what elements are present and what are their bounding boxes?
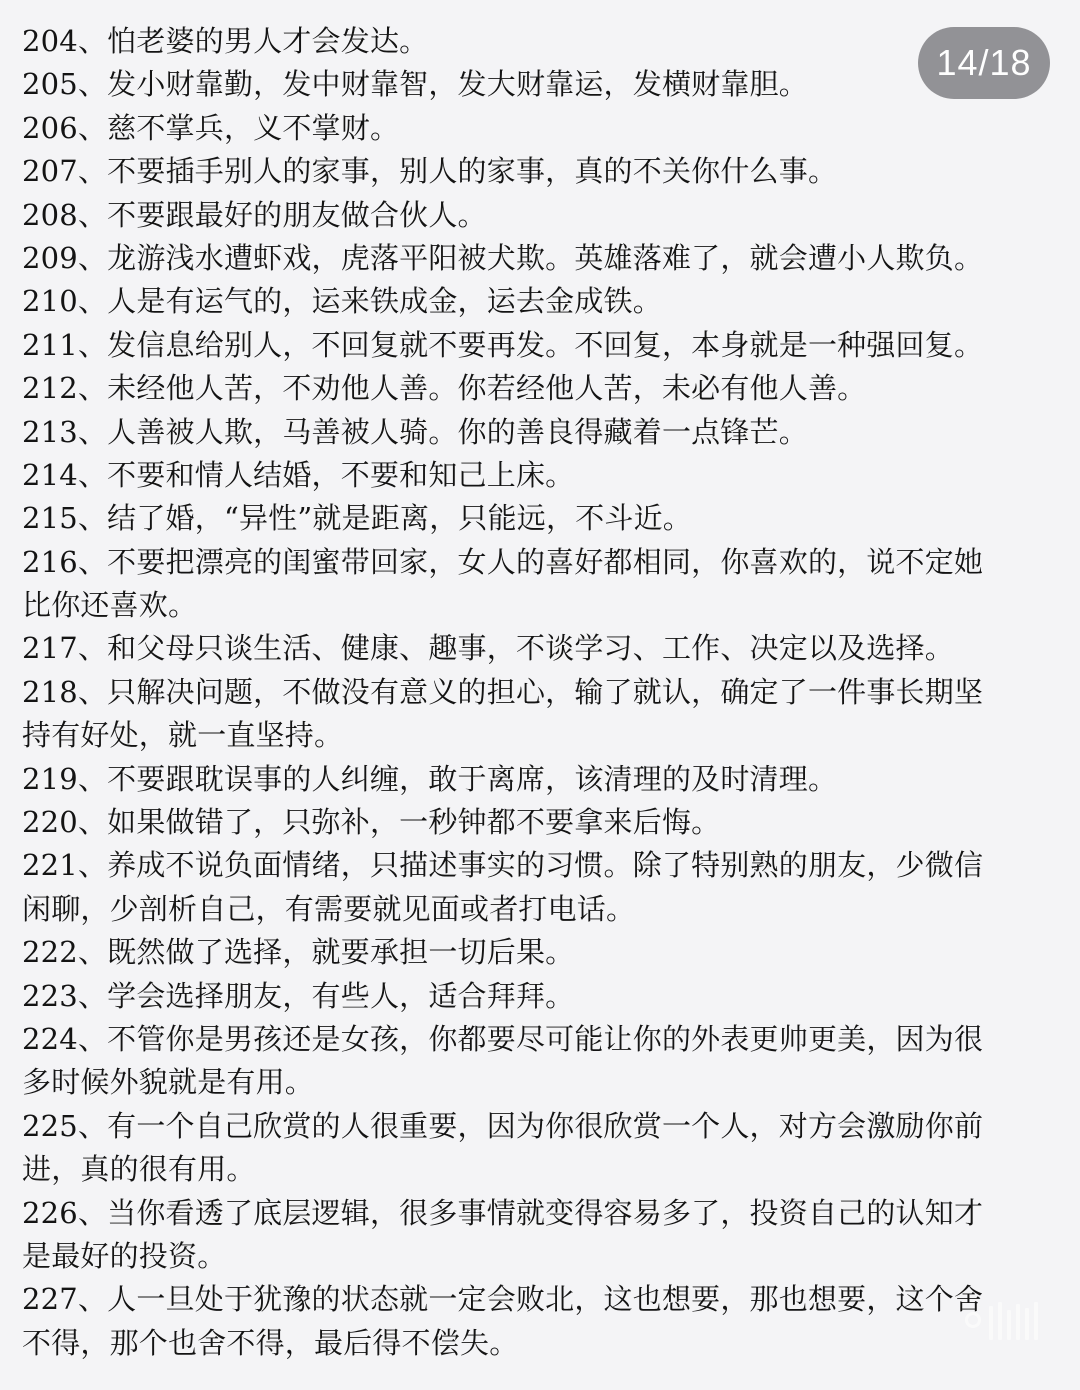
text-line: 218、只解决问题，不做没有意义的担心，输了就认，确定了一件事长期坚 [22,674,984,709]
text-line: 222、既然做了选择，就要承担一切后果。 [22,935,575,970]
text-line: 不得，那个也舍不得，最后得不偿失。 [22,1325,519,1360]
text-line: 进，真的很有用。 [22,1152,256,1187]
text-line: 多时候外貌就是有用。 [22,1065,315,1100]
text-line: 217、和父母只谈生活、健康、趣事，不谈学习、工作、决定以及选择。 [22,631,954,666]
watermark-icon [965,1298,1045,1342]
text-line: 闲聊，少剖析自己，有需要就见面或者打电话。 [22,891,636,926]
text-line: 212、未经他人苦，不劝他人善。你若经他人苦，未必有他人善。 [22,371,867,406]
text-line: 204、怕老婆的男人才会发达。 [22,24,429,58]
text-line: 215、结了婚，“异性”就是距离，只能远，不斗近。 [22,501,693,536]
text-line: 是最好的投资。 [22,1238,227,1273]
text-line: 214、不要和情人结婚，不要和知己上床。 [22,457,575,492]
text-line: 225、有一个自己欣赏的人很重要，因为你很欣赏一个人，对方会激励你前 [22,1108,984,1143]
text-line: 208、不要跟最好的朋友做合伙人。 [22,197,487,232]
text-line: 221、养成不说负面情绪，只描述事实的习惯。除了特别熟的朋友，少微信 [22,848,984,883]
text-line: 206、慈不掌兵，义不掌财。 [22,110,400,145]
watermark-dot-icon [965,1312,981,1328]
text-line: 211、发信息给别人，不回复就不要再发。不回复，本身就是一种强回复。 [22,327,984,362]
text-line: 比你还喜欢。 [22,588,198,623]
text-line: 207、不要插手别人的家事，别人的家事，真的不关你什么事。 [22,154,838,189]
text-line: 209、龙游浅水遭虾戏，虎落平阳被犬欺。英雄落难了，就会遭小人欺负。 [22,240,984,275]
text-line: 216、不要把漂亮的闺蜜带回家，女人的喜好都相同，你喜欢的，说不定她 [22,544,984,579]
text-line: 213、人善被人欺，马善被人骑。你的善良得藏着一点锋芒。 [22,414,808,449]
text-line: 210、人是有运气的，运来铁成金，运去金成铁。 [22,284,662,319]
text-line: 227、人一旦处于犹豫的状态就一定会败北，这也想要，那也想要，这个舍 [22,1282,984,1317]
text-line: 223、学会选择朋友，有些人，适合拜拜。 [22,978,575,1013]
text-line: 219、不要跟耽误事的人纠缠，敢于离席，该清理的及时清理。 [22,761,838,796]
watermark-bars-icon [989,1300,1038,1340]
text-line: 205、发小财靠勤，发中财靠智，发大财靠运，发横财靠胆。 [22,67,808,102]
document-body [22,20,1042,1365]
page-indicator: 14/18 [918,27,1050,99]
text-line: 226、当你看透了底层逻辑，很多事情就变得容易多了，投资自己的认知才 [22,1195,984,1230]
text-line: 持有好处，就一直坚持。 [22,718,344,753]
text-line: 224、不管你是男孩还是女孩，你都要尽可能让你的外表更帅更美，因为很 [22,1021,984,1056]
text-line: 220、如果做错了，只弥补，一秒钟都不要拿来后悔。 [22,805,721,840]
